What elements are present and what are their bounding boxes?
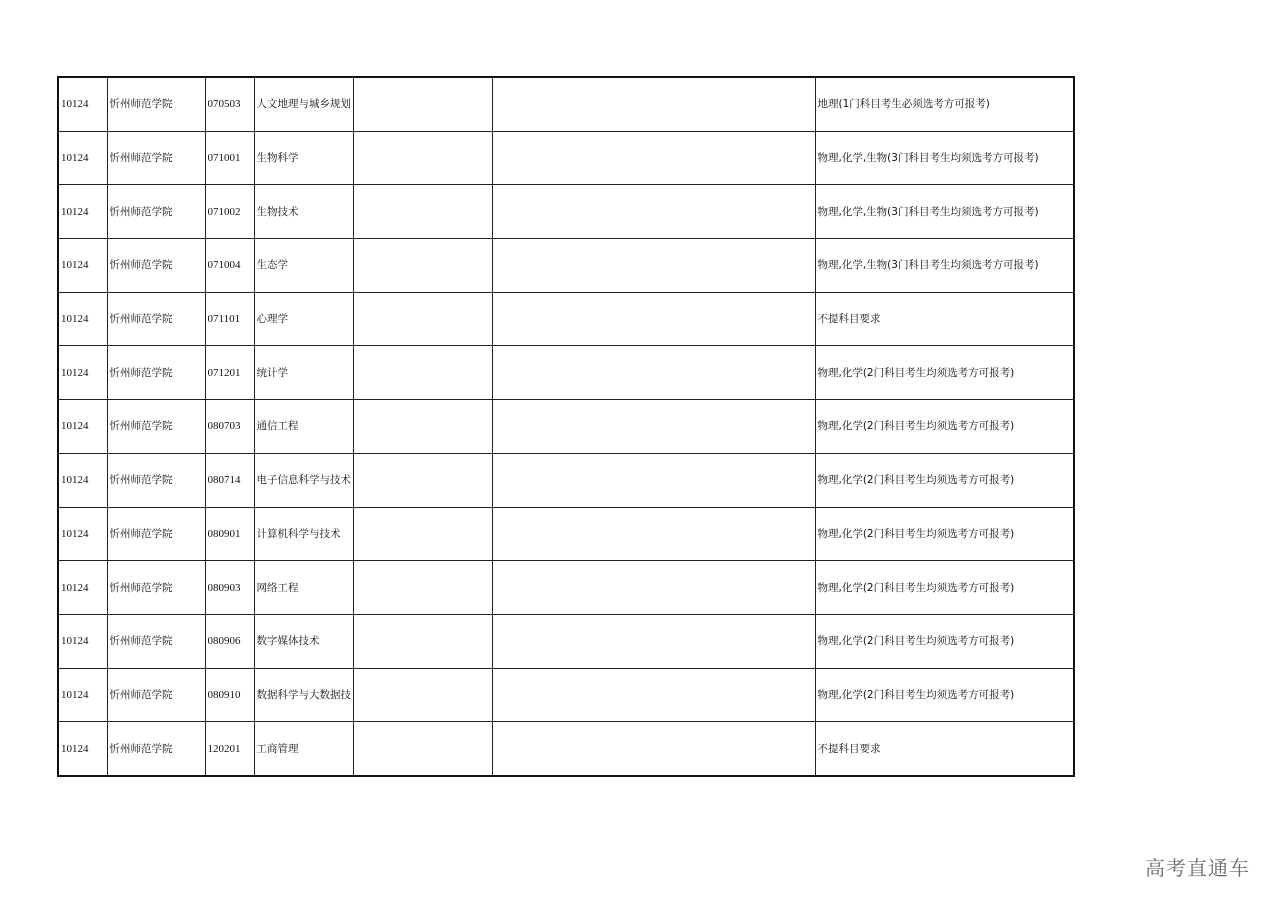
- cell-major-name: 生态学: [254, 239, 353, 293]
- cell-school-name: 忻州师范学院: [107, 239, 205, 293]
- cell-major-name: 人文地理与城乡规划: [254, 77, 353, 131]
- cell-school-name: 忻州师范学院: [107, 77, 205, 131]
- table-row: [58, 346, 1074, 400]
- cell-major-name: 数据科学与大数据技: [254, 668, 353, 722]
- cell-empty: [353, 292, 492, 346]
- cell-empty: [492, 668, 815, 722]
- cell-major-code: 080910: [205, 668, 254, 722]
- cell-school-name: 忻州师范学院: [107, 131, 205, 185]
- cell-school-code: 10124: [58, 400, 107, 454]
- cell-subject-requirement: 物理,化学,生物(3门科目考生均须选考方可报考): [815, 131, 1074, 185]
- cell-school-code: 10124: [58, 507, 107, 561]
- cell-empty: [492, 722, 815, 776]
- cell-major-code: 080906: [205, 614, 254, 668]
- cell-school-name: 忻州师范学院: [107, 453, 205, 507]
- table-row: [58, 131, 1074, 185]
- cell-empty: [353, 561, 492, 615]
- cell-school-code: 10124: [58, 131, 107, 185]
- cell-school-name: 忻州师范学院: [107, 722, 205, 776]
- cell-subject-requirement: 物理,化学(2门科目考生均须选考方可报考): [815, 614, 1074, 668]
- cell-subject-requirement: 物理,化学,生物(3门科目考生均须选考方可报考): [815, 185, 1074, 239]
- cell-major-code: 080703: [205, 400, 254, 454]
- cell-empty: [353, 400, 492, 454]
- cell-school-name: 忻州师范学院: [107, 292, 205, 346]
- cell-empty: [492, 292, 815, 346]
- cell-empty: [492, 77, 815, 131]
- cell-empty: [353, 722, 492, 776]
- cell-subject-requirement: 地理(1门科目考生必须选考方可报考): [815, 77, 1074, 131]
- cell-school-code: 10124: [58, 77, 107, 131]
- cell-school-code: 10124: [58, 453, 107, 507]
- table-row: [58, 239, 1074, 293]
- cell-major-name: 网络工程: [254, 561, 353, 615]
- cell-empty: [353, 507, 492, 561]
- cell-subject-requirement: 不提科目要求: [815, 722, 1074, 776]
- cell-major-code: 080901: [205, 507, 254, 561]
- cell-school-name: 忻州师范学院: [107, 561, 205, 615]
- cell-subject-requirement: 物理,化学(2门科目考生均须选考方可报考): [815, 453, 1074, 507]
- cell-school-code: 10124: [58, 239, 107, 293]
- table-row: [58, 668, 1074, 722]
- cell-school-name: 忻州师范学院: [107, 614, 205, 668]
- cell-empty: [353, 131, 492, 185]
- cell-major-name: 电子信息科学与技术: [254, 453, 353, 507]
- cell-school-code: 10124: [58, 561, 107, 615]
- table-row: [58, 77, 1074, 131]
- cell-school-name: 忻州师范学院: [107, 185, 205, 239]
- cell-major-name: 生物科学: [254, 131, 353, 185]
- cell-empty: [353, 453, 492, 507]
- cell-subject-requirement: 物理,化学(2门科目考生均须选考方可报考): [815, 668, 1074, 722]
- table-row: [58, 292, 1074, 346]
- cell-major-code: 071002: [205, 185, 254, 239]
- cell-major-name: 数字媒体技术: [254, 614, 353, 668]
- cell-school-code: 10124: [58, 346, 107, 400]
- cell-empty: [353, 668, 492, 722]
- cell-empty: [353, 346, 492, 400]
- cell-school-name: 忻州师范学院: [107, 400, 205, 454]
- cell-major-code: 120201: [205, 722, 254, 776]
- cell-major-code: 071201: [205, 346, 254, 400]
- cell-empty: [492, 400, 815, 454]
- table-row: [58, 400, 1074, 454]
- cell-major-name: 计算机科学与技术: [254, 507, 353, 561]
- cell-empty: [353, 239, 492, 293]
- table-row: [58, 614, 1074, 668]
- cell-empty: [492, 614, 815, 668]
- table-row: [58, 185, 1074, 239]
- cell-subject-requirement: 不提科目要求: [815, 292, 1074, 346]
- cell-empty: [353, 614, 492, 668]
- table-row: [58, 453, 1074, 507]
- subject-requirements-table: [57, 76, 1075, 777]
- cell-subject-requirement: 物理,化学(2门科目考生均须选考方可报考): [815, 400, 1074, 454]
- table-body: [58, 77, 1074, 776]
- cell-school-code: 10124: [58, 185, 107, 239]
- cell-major-name: 通信工程: [254, 400, 353, 454]
- cell-major-code: 071101: [205, 292, 254, 346]
- cell-school-code: 10124: [58, 614, 107, 668]
- cell-school-name: 忻州师范学院: [107, 346, 205, 400]
- cell-school-name: 忻州师范学院: [107, 507, 205, 561]
- table-row: [58, 561, 1074, 615]
- cell-major-name: 心理学: [254, 292, 353, 346]
- cell-empty: [492, 453, 815, 507]
- cell-empty: [492, 131, 815, 185]
- cell-empty: [353, 77, 492, 131]
- cell-major-code: 080714: [205, 453, 254, 507]
- cell-empty: [492, 239, 815, 293]
- table-row: [58, 507, 1074, 561]
- cell-major-name: 工商管理: [254, 722, 353, 776]
- cell-school-code: 10124: [58, 668, 107, 722]
- cell-empty: [492, 346, 815, 400]
- cell-empty: [492, 507, 815, 561]
- cell-major-code: 071001: [205, 131, 254, 185]
- cell-subject-requirement: 物理,化学,生物(3门科目考生均须选考方可报考): [815, 239, 1074, 293]
- watermark-text: 高考直通车: [1145, 856, 1250, 880]
- cell-school-code: 10124: [58, 722, 107, 776]
- cell-school-name: 忻州师范学院: [107, 668, 205, 722]
- cell-school-code: 10124: [58, 292, 107, 346]
- cell-empty: [492, 185, 815, 239]
- cell-empty: [492, 561, 815, 615]
- cell-major-name: 统计学: [254, 346, 353, 400]
- cell-subject-requirement: 物理,化学(2门科目考生均须选考方可报考): [815, 561, 1074, 615]
- cell-major-code: 070503: [205, 77, 254, 131]
- cell-major-code: 080903: [205, 561, 254, 615]
- cell-subject-requirement: 物理,化学(2门科目考生均须选考方可报考): [815, 346, 1074, 400]
- cell-major-code: 071004: [205, 239, 254, 293]
- cell-major-name: 生物技术: [254, 185, 353, 239]
- cell-empty: [353, 185, 492, 239]
- cell-subject-requirement: 物理,化学(2门科目考生均须选考方可报考): [815, 507, 1074, 561]
- table-row: [58, 722, 1074, 776]
